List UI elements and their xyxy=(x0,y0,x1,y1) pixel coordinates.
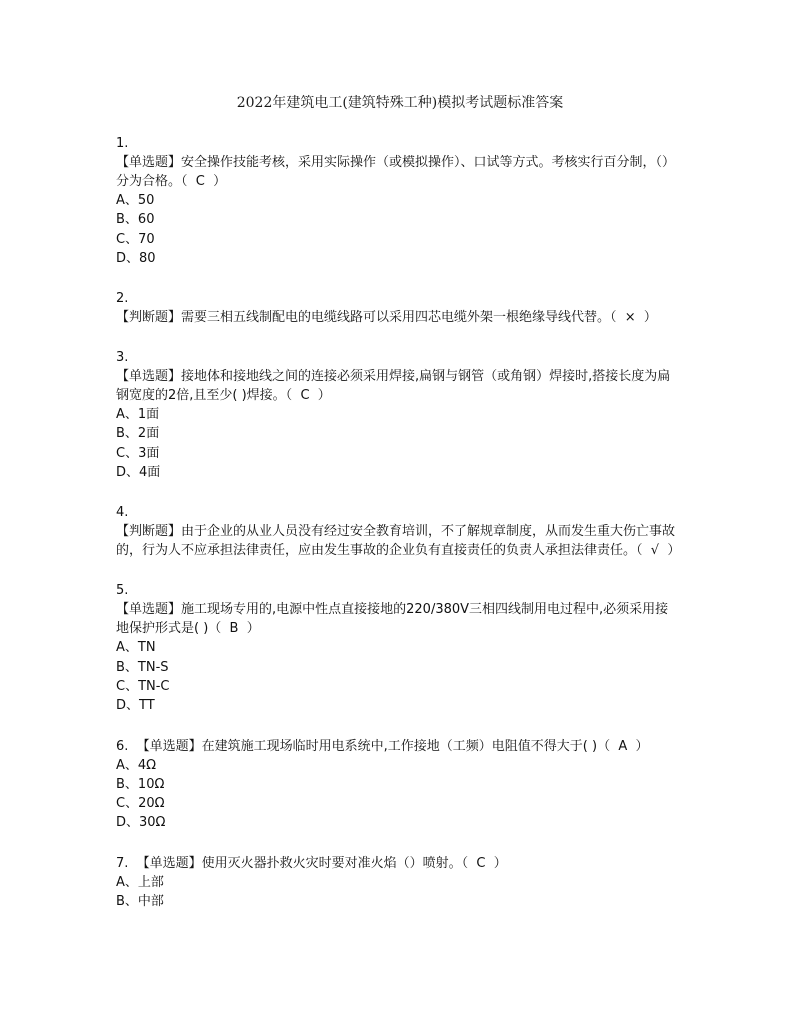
question-body: 【单选题】在建筑施工现场临时用电系统中,工作接地（工频）电阻值不得大于( )（ A ） xyxy=(136,738,649,754)
option-b: B、10Ω xyxy=(116,776,165,792)
question-6 xyxy=(116,737,706,833)
option-d: D、30Ω xyxy=(116,815,166,831)
question-text: 【单选题】施工现场专用的,电源中性点直接接地的220/380V三相四线制用电过程中,必须采用接地保护形式是( )（ B ） xyxy=(116,602,669,637)
question-text: 【单选题】接地体和接地线之间的连接必须采用焊接,扁钢与钢管（或角钢）焊接时,搭接长度为扁钢宽度的2倍,且至少( )焊接。（ C ） xyxy=(116,369,671,404)
question-text: 【单选题】安全操作技能考核，采用实际操作（或模拟操作）、口试等方式。考核实行百分制，（）分为合格。（ C ） xyxy=(116,155,676,189)
option-c: C、20Ω xyxy=(116,796,165,812)
option-a: A、4Ω xyxy=(116,757,157,773)
option-b: B、2面 xyxy=(116,426,160,442)
question-3 xyxy=(116,348,706,482)
option-d: D、TT xyxy=(116,698,155,714)
option-a: A、上部 xyxy=(116,874,164,890)
option-a: A、50 xyxy=(116,193,155,208)
option-b: B、TN-S xyxy=(116,659,169,675)
option-c: C、TN-C xyxy=(116,678,170,694)
option-d: D、80 xyxy=(116,250,156,266)
question-text xyxy=(116,737,676,756)
question-number: 3. xyxy=(116,350,129,366)
question-number: 7. xyxy=(116,855,129,871)
question-number: 2. xyxy=(116,291,129,307)
question-number: 5. xyxy=(116,583,129,599)
option-b: B、中部 xyxy=(116,894,164,910)
question-number: 1. xyxy=(116,136,129,151)
question-number: 6. xyxy=(116,738,129,754)
question-text: 【判断题】由于企业的从业人员没有经过安全教育培训，不了解规章制度，从而发生重大伤亡事故的，行为人不应承担法律责任，应由发生事故的企业负有直接责任的负责人承担法律责任。（ √ ） xyxy=(116,524,681,559)
question-4 xyxy=(116,503,706,560)
option-a: A、1面 xyxy=(116,407,160,423)
option-d: D、4面 xyxy=(116,465,161,481)
page-title: 2022年建筑电工(建筑特殊工种)模拟考试题标准答案 xyxy=(236,95,564,111)
question-7 xyxy=(116,854,706,912)
question-5 xyxy=(116,581,706,715)
question-body: 【单选题】使用灭火器扑救火灾时要对准火焰（）喷射。（ C ） xyxy=(136,855,507,871)
question-text: 【判断题】需要三相五线制配电的电缆线路可以采用四芯电缆外架一根绝缘导线代替。（ × ） xyxy=(116,310,657,326)
question-text xyxy=(116,854,676,873)
question-1 xyxy=(116,134,706,268)
option-b: B、60 xyxy=(116,212,155,228)
question-list xyxy=(116,134,706,932)
option-c: C、3面 xyxy=(116,445,160,461)
option-c: C、70 xyxy=(116,231,155,247)
question-number: 4. xyxy=(116,505,129,521)
question-2 xyxy=(116,289,706,327)
option-a: A、TN xyxy=(116,640,156,656)
